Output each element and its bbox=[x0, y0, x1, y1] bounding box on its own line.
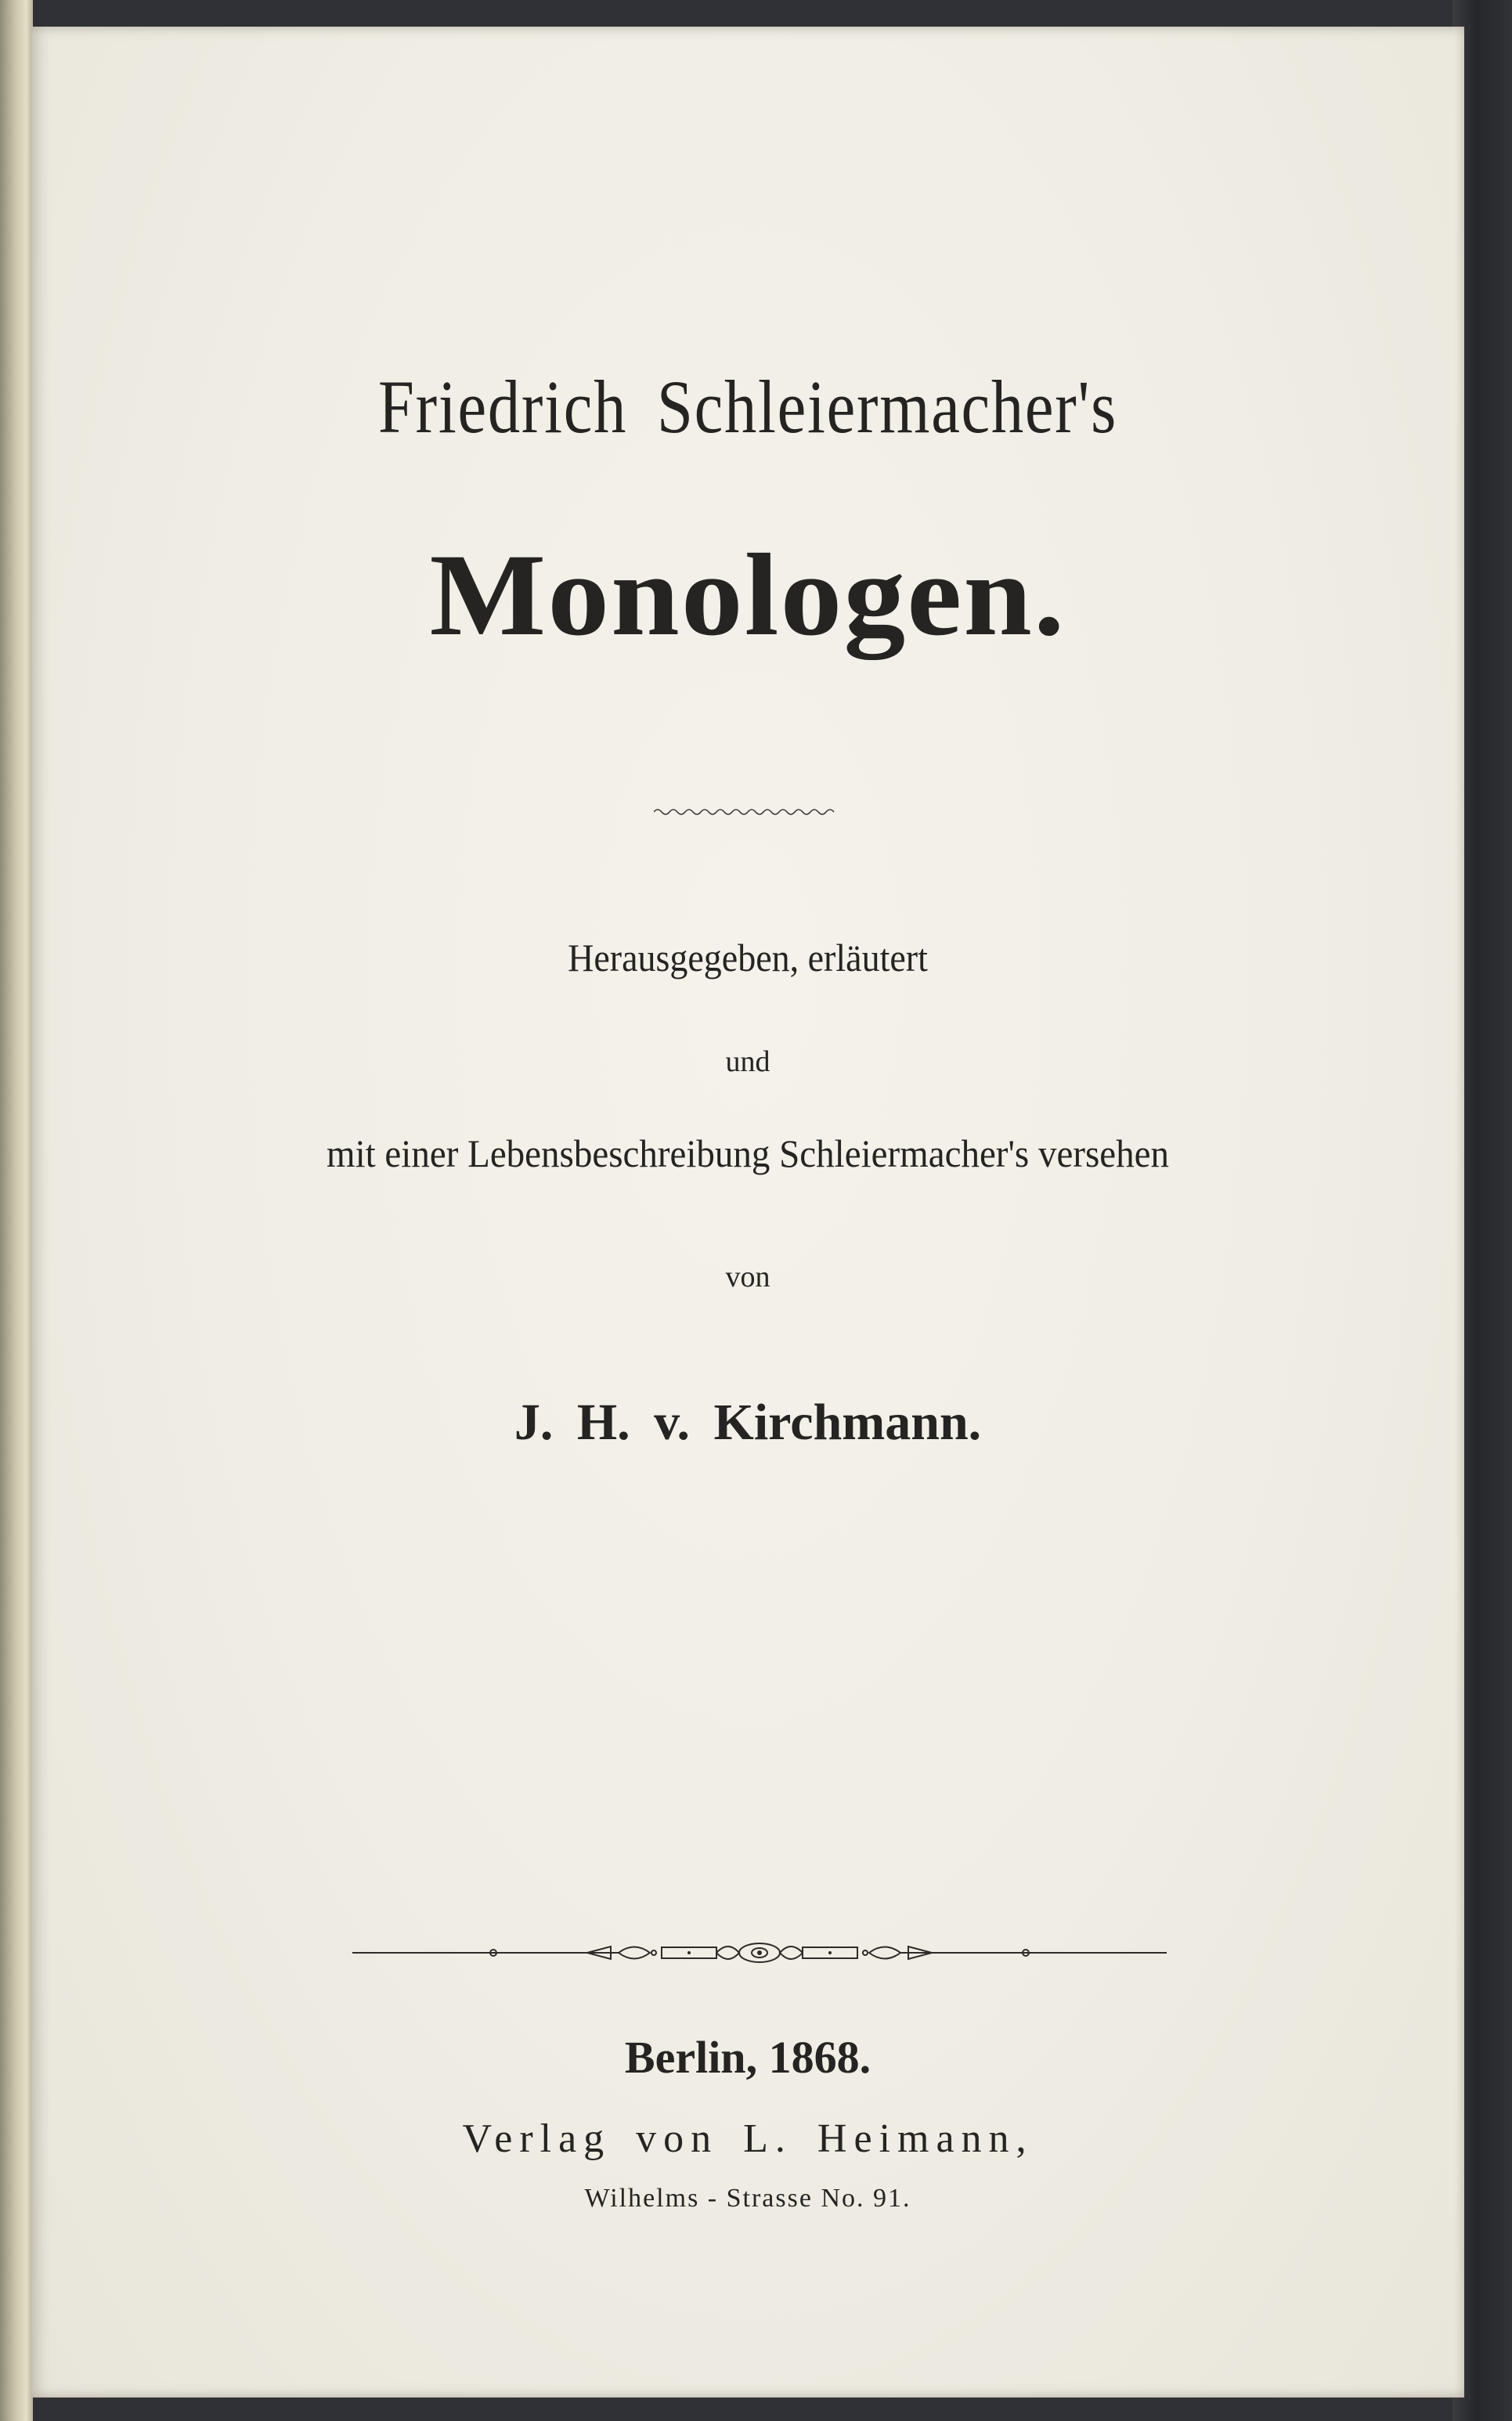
place-date: Berlin, 1868. bbox=[624, 2032, 871, 2083]
publisher: Verlag von L. Heimann, bbox=[462, 2116, 1034, 2161]
editor-name: J. H. v. Kirchmann. bbox=[514, 1394, 982, 1451]
author-heading: Friedrich Schleiermacher's bbox=[378, 365, 1117, 449]
book-spine-strip bbox=[0, 0, 33, 2421]
conjunction-line: und bbox=[725, 1045, 770, 1078]
title-page bbox=[31, 27, 1464, 2398]
edited-line: Herausgegeben, erläutert bbox=[568, 936, 928, 980]
by-line: von bbox=[725, 1261, 770, 1293]
publisher-address: Wilhelms - Strasse No. 91. bbox=[584, 2184, 911, 2213]
ornamental-divider bbox=[352, 1937, 1167, 1968]
wavy-rule-ornament bbox=[654, 806, 838, 818]
book-title: Monologen. bbox=[429, 530, 1066, 660]
biography-line: mit einer Lebensbeschreibung Schleiermacher's versehen bbox=[327, 1131, 1169, 1175]
